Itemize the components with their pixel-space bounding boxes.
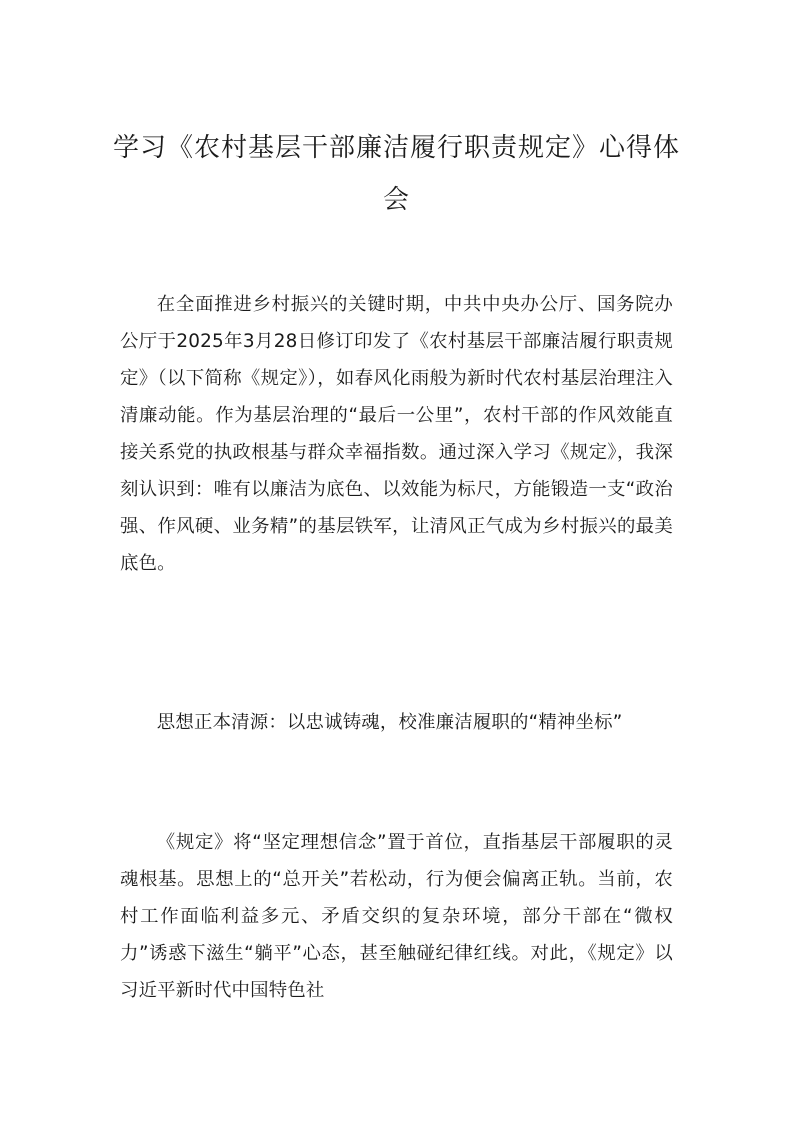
document-title: 学习《农村基层干部廉洁履行职责规定》心得体会 [112,133,680,215]
paragraph-body: 《规定》将“坚定理想信念”置于首位，直指基层干部履职的灵魂根基。思想上的“总开关”若松动，行为便会偏离正轨。当前，农村工作面临利益多元、矛盾交织的复杂环境，部分干部在“微权力”诱惑下滋生“躺平”心态，甚至触碰纪律红线。对此，《规定》以习近平新时代中国特色社 [120,832,673,1001]
paragraph-intro: 在全面推进乡村振兴的关键时期，中共中央办公厅、国务院办公厅于2025年3月28日修订印发了《农村基层干部廉洁履行职责规定》（以下简称《规定》），如春风化雨般为新时代农村基层治理注入清廉动能。作为基层治理的“最后一公里”，农村干部的作风效能直接关系党的执政根基与群众幸福指数。通过深入学习《规定》，我深刻认识到：唯有以廉洁为底色、以效能为标尺，方能锻造一支“政治强、作风硬、业务精”的基层铁军，让清风正气成为乡村振兴的最美底色。 [120,294,673,574]
section-heading: 思想正本清源：以忠诚铸魂，校准廉洁履职的“精神坐标” [156,712,623,733]
